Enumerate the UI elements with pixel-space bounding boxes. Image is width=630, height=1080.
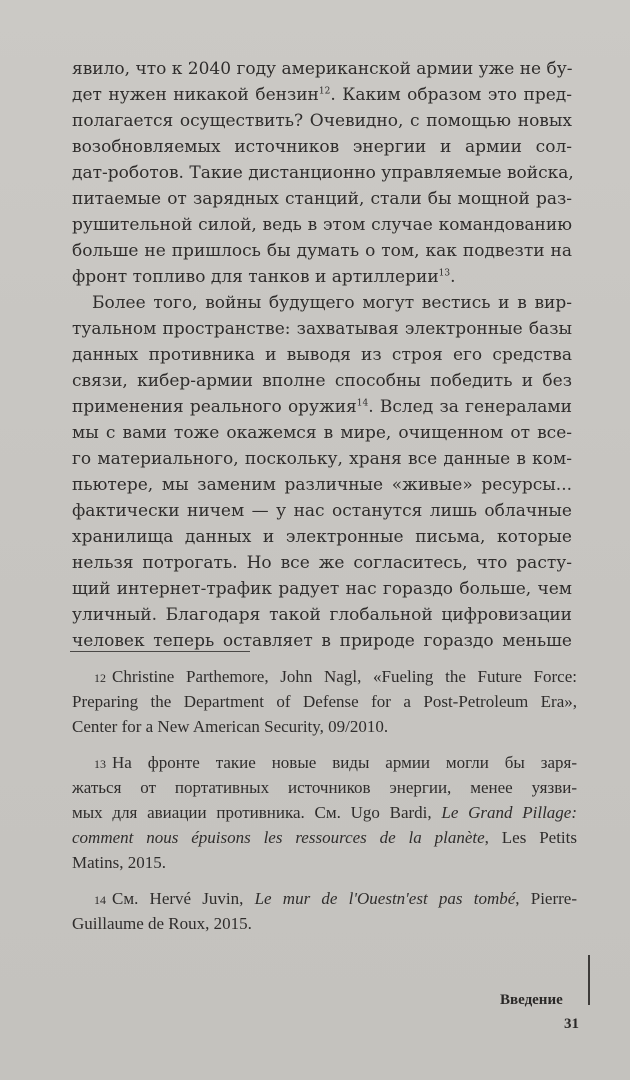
- section-marker-line: [588, 955, 590, 1005]
- text-line: фактически ничем — у нас останутся лишь облачные: [72, 501, 572, 521]
- text-line: применения реального оружия$^{14}$. Вслед за генералами: [72, 397, 572, 417]
- text-line: питаемые от зарядных станций, стали бы мощной раз-: [72, 189, 572, 209]
- footnote-line: жаться от портативных источников энергии, менее уязви-: [72, 778, 577, 797]
- footnote-line: Guillaume de Roux, 2015.: [72, 914, 252, 933]
- footnote-14: [72, 886, 577, 936]
- footnote-ref-14: 14: [356, 398, 369, 409]
- footnote-separator: [70, 651, 250, 652]
- footnote-line: comment nous épuisons les ressources de la planète, Les Petits: [72, 828, 577, 847]
- text-line: пьютере, мы заменим различные «живые» ресурсы...: [72, 475, 572, 495]
- footnote-line: 14 См. Hervé Juvin, Le mur de l'Ouestn'est pas tombé, Pierre-: [94, 889, 577, 908]
- text-line: явило, что к 2040 году американской армии уже не бу-: [72, 59, 573, 79]
- footnote-line: Matins, 2015.: [72, 853, 166, 872]
- text-line: уличный. Благодаря такой глобальной цифровизации: [72, 605, 572, 625]
- main-text: [72, 56, 572, 654]
- footnote-line: Preparing the Department of Defense for a Post-Petroleum Era»,: [72, 692, 577, 711]
- text-line: связи, кибер-армии вполне способны победить и без: [72, 371, 572, 391]
- footnote-12: [72, 664, 577, 739]
- text-line: щий интернет-трафик радует нас гораздо больше, чем: [72, 579, 572, 599]
- text-line: полагается осуществить? Очевидно, с помощью новых: [72, 111, 572, 131]
- text-line: хранилища данных и электронные письма, которые: [72, 527, 572, 547]
- text-line: фронт топливо для танков и артиллерии$^{13}$.: [72, 267, 456, 287]
- page-number: 31: [564, 1016, 579, 1032]
- text-line: дат-роботов. Такие дистанционно управляемые войска,: [72, 163, 574, 183]
- footnote-13: [72, 750, 577, 875]
- footnote-number: 13: [94, 757, 106, 771]
- text-line: больше не пришлось бы думать о том, как подвезти на: [72, 241, 572, 261]
- text-line: данных противника и выводя из строя его средства: [72, 345, 572, 365]
- text-line: человек теперь оставляет в природе гораздо меньше: [72, 631, 572, 651]
- text-line: нельзя потрогать. Но все же согласитесь, что расту-: [72, 553, 572, 573]
- running-head: Введение: [500, 992, 563, 1008]
- footnote-number: 12: [94, 671, 106, 685]
- footnote-line: Center for a New American Security, 09/2010.: [72, 717, 389, 736]
- text-line: рушительной силой, ведь в этом случае командованию: [72, 215, 572, 235]
- footnote-number: 14: [94, 893, 106, 907]
- text-line: туальном пространстве: захватывая электронные базы: [72, 319, 572, 339]
- footnote-line: мых для авиации противника. См. Ugo Bardi, Le Grand Pillage:: [72, 803, 578, 822]
- text-line: Более того, войны будущего могут вестись и в вир-: [92, 293, 572, 313]
- text-line: возобновляемых источников энергии и армии сол-: [72, 137, 572, 157]
- text-line: дет нужен никакой бензин$^{12}$. Каким образом это пред-: [72, 85, 572, 105]
- footnote-line: 13 На фронте такие новые виды армии могли бы заря-: [94, 753, 577, 772]
- footnote-ref-13: 13: [438, 268, 451, 279]
- footnote-ref-12: 12: [318, 86, 331, 97]
- footnote-line: 12 Christine Parthemore, John Nagl, «Fueling the Future Force:: [94, 667, 577, 686]
- text-line: мы с вами тоже окажемся в мире, очищенном от все-: [72, 423, 572, 443]
- footnotes: [72, 664, 577, 947]
- text-line: го материального, поскольку, храня все данные в ком-: [72, 449, 572, 469]
